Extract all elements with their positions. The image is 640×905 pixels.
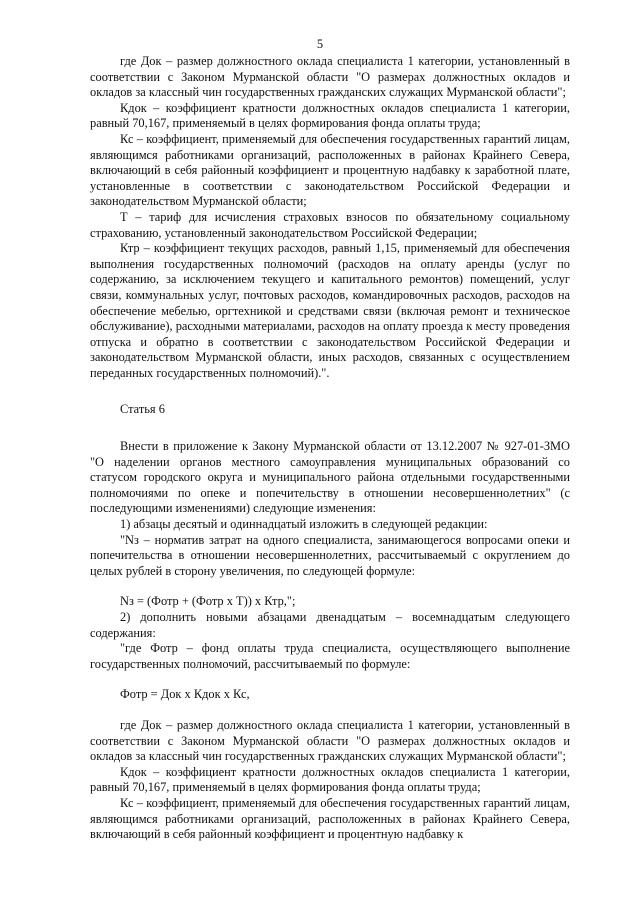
spacer bbox=[90, 579, 570, 594]
paragraph-kdok-definition: Кдок – коэффициент кратности должностных окладов специалиста 1 категории, равный 70,167, применяемый в целях формирования фонда оплаты труда; bbox=[90, 100, 570, 131]
paragraph-kdok-definition-repeat: Кдок – коэффициент кратности должностных окладов специалиста 1 категории, равный 70,167, применяемый в целях формирования фонда оплаты труда; bbox=[90, 764, 570, 795]
formula-nz: Nз = (Фотр + (Фотр х Т)) х Ктр,"; bbox=[120, 594, 296, 609]
paragraph-dok-definition-repeat: где Док – размер должностного оклада специалиста 1 категории, установленный в соответствии с Законом Мурманской области "О размерах должностных окладов и окладов за классный чин государственных гражданских служащих Мурманской области"; bbox=[90, 717, 570, 764]
paragraph-amendment-item-2: 2) дополнить новыми абзацами двенадцатым – восемнадцатым следующего содержания: bbox=[90, 610, 570, 640]
spacer bbox=[90, 381, 570, 402]
paragraph-t-definition: Т – тариф для исчисления страховых взносов по обязательному социальному страхованию, установленный законодательством Российской Федерации; bbox=[90, 209, 570, 240]
paragraph-nz-definition: "Nз – норматив затрат на одного специалиста, занимающегося вопросами опеки и попечительства в отношении несовершеннолетних, рассчитываемый с округлением до целых рублей в сторону увеличения, по следующей формуле: bbox=[90, 532, 570, 578]
paragraph-amendment-item-1: 1) абзацы десятый и одиннадцатый изложить в следующей редакции: bbox=[120, 517, 488, 532]
article-heading: Статья 6 bbox=[120, 402, 165, 417]
spacer bbox=[90, 672, 570, 687]
formula-fotr: Фотр = Док х Кдок х Кс, bbox=[120, 687, 250, 702]
paragraph-ks-definition: Кс – коэффициент, применяемый для обеспечения государственных гарантий лицам, являющимся работниками организаций, расположенных в районах Крайнего Севера, включающий в себя районный коэффициент и процентную надбавку к заработной плате, установленные в соответствии с законодательством Российской Федерации и законодательством Мурманской области; bbox=[90, 131, 570, 209]
paragraph-ks-definition-repeat: Кс – коэффициент, применяемый для обеспечения государственных гарантий лицам, являющимся работниками организаций, расположенных в районах Крайнего Севера, включающий в себя районный коэффициент и процентную надбавку к bbox=[90, 795, 570, 842]
document-body bbox=[90, 54, 570, 843]
paragraph-amendment-intro: Внести в приложение к Закону Мурманской области от 13.12.2007 № 927-01-ЗМО "О наделении органов местного самоуправления муниципальных образований со статусом городского округа и муниципального района отдельными государственными полномочиями по опеке и попечительству в отношении несовершеннолетних" (с последующими изменениями) следующие изменения: bbox=[90, 439, 570, 516]
spacer bbox=[90, 703, 570, 718]
paragraph-dok-definition: где Док – размер должностного оклада специалиста 1 категории, установленный в соответствии с Законом Мурманской области "О размерах должностных окладов и окладов за классный чин государственных гражданских служащих Мурманской области"; bbox=[90, 54, 570, 100]
spacer bbox=[90, 418, 570, 439]
page-number: 5 bbox=[316, 37, 324, 51]
paragraph-fotr-definition: "где Фотр – фонд оплаты труда специалиста, осуществляющего выполнение государственных полномочий, рассчитываемый по формуле: bbox=[90, 641, 570, 671]
paragraph-ktr-definition: Ктр – коэффициент текущих расходов, равный 1,15, применяемый для обеспечения выполнения государственных полномочий (расходов на оплату аренды (услуг по содержанию, за исключением текущего и капитального ремонтов) помещений, услуг связи, коммунальных услуг, почтовых расходов, командировочных расходов, расходов на обеспечение мебелью, оргтехникой и средствами связи (включая ремонт и техническое обслуживание), расходными материалами, расходов на оплату проезда к месту проведения отпуска и обратно в соответствии с законодательством Российской Федерации и законодательством Мурманской области, иных расходов, связанных с осуществлением переданных государственных полномочий).". bbox=[90, 241, 570, 380]
